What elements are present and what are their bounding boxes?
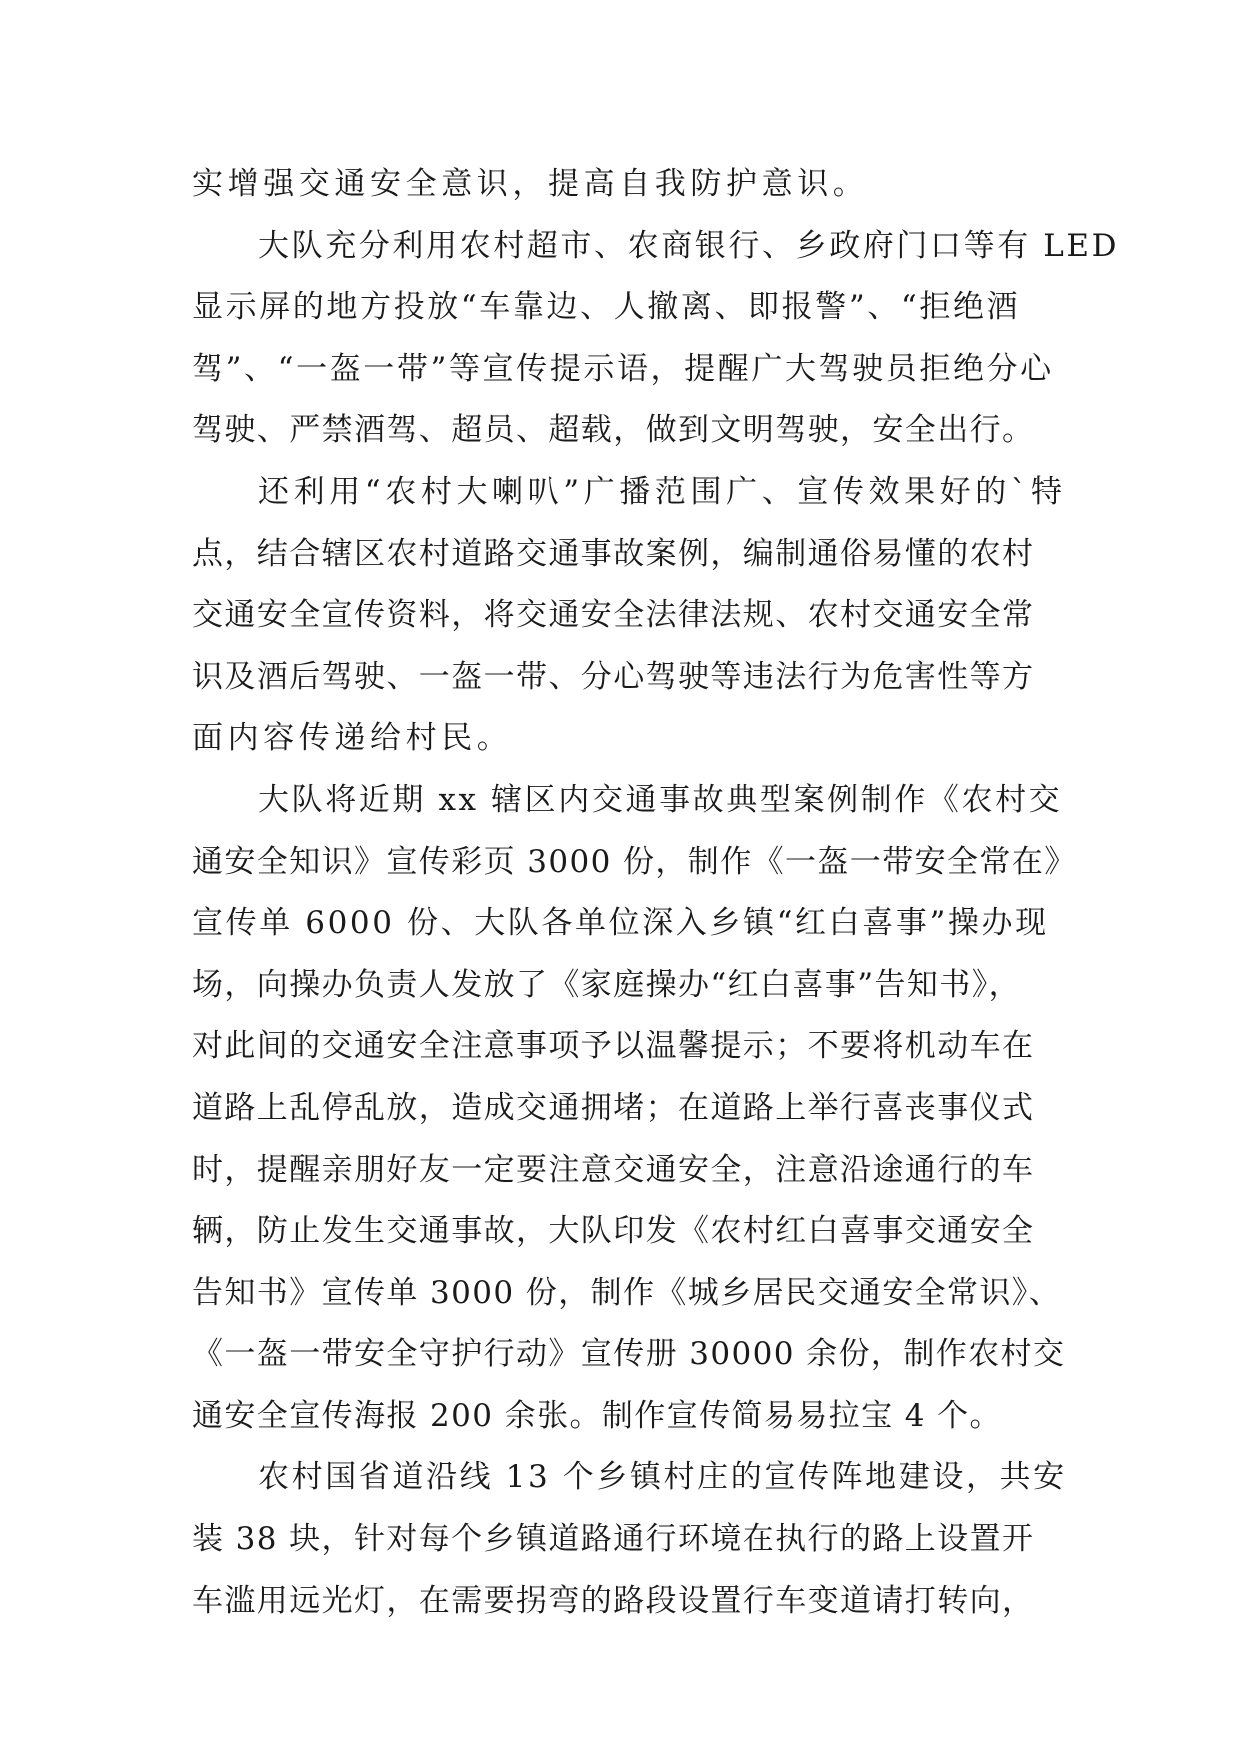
text-line: 车滥用远光灯，在需要拐弯的路段设置行车变道请打转向，: [192, 1582, 1035, 1619]
text-line: 点，结合辖区农村道路交通事故案例，编制通俗易懂的农村: [192, 535, 1035, 572]
text-line: 装 38 块，针对每个乡镇道路通行环境在执行的路上设置开: [192, 1521, 1035, 1558]
text-line: 通安全宣传海报 200 余张。制作宣传简易易拉宝 4 个。: [192, 1397, 1002, 1434]
text-line: 通安全知识》宣传彩页 3000 份，制作《一盔一带安全常在》: [192, 843, 1077, 880]
text-line: 交通安全宣传资料，将交通安全法律法规、农村交通安全常: [192, 597, 1035, 634]
text-line: 《一盔一带安全守护行动》宣传册 30000 余份，制作农村交: [192, 1336, 1066, 1373]
text-line: 对此间的交通安全注意事项予以温馨提示；不要将机动车在: [192, 1028, 1035, 1065]
text-line: 辆，防止发生交通事故，大队印发《农村红白喜事交通安全: [192, 1213, 1035, 1250]
text-line: 大队将近期 xx 辖区内交通事故典型案例制作《农村交: [258, 781, 1063, 818]
text-line: 实增强交通安全意识，提高自我防护意识。: [192, 166, 869, 202]
text-line: 驾驶、严禁酒驾、超员、超载，做到文明驾驶，安全出行。: [192, 412, 1035, 449]
text-line: 面内容传递给村民。: [192, 720, 513, 757]
text-line: 场，向操办负责人发放了《家庭操办“红白喜事”告知书》，: [192, 966, 1021, 1003]
text-line: 驾”、“一盔一带”等宣传提示语，提醒广大驾驶员拒绝分心: [192, 350, 1054, 387]
text-line: 道路上乱停乱放，造成交通拥堵；在道路上举行喜丧事仪式: [192, 1089, 1035, 1126]
text-line: 还利用“农村大喇叭”广播范围广、宣传效果好的`特: [258, 473, 1067, 510]
document-body: [192, 154, 1120, 1632]
text-line: 宣传单 6000 份、大队各单位深入乡镇“红白喜事”操办现: [192, 905, 1049, 942]
text-line: 显示屏的地方投放“车靠边、人撤离、即报警”、“拒绝酒: [192, 289, 1021, 326]
text-line: 时，提醒亲朋好友一定要注意交通安全，注意沿途通行的车: [192, 1151, 1035, 1188]
text-line: 告知书》宣传单 3000 份，制作《城乡居民交通安全常识》、: [192, 1274, 1062, 1311]
text-line: 农村国省道沿线 13 个乡镇村庄的宣传阵地建设，共安: [258, 1459, 1067, 1496]
text-line: 大队充分利用农村超市、农商银行、乡政府门口等有 LED: [258, 227, 1120, 264]
text-line: 识及酒后驾驶、一盔一带、分心驾驶等违法行为危害性等方: [192, 658, 1035, 695]
